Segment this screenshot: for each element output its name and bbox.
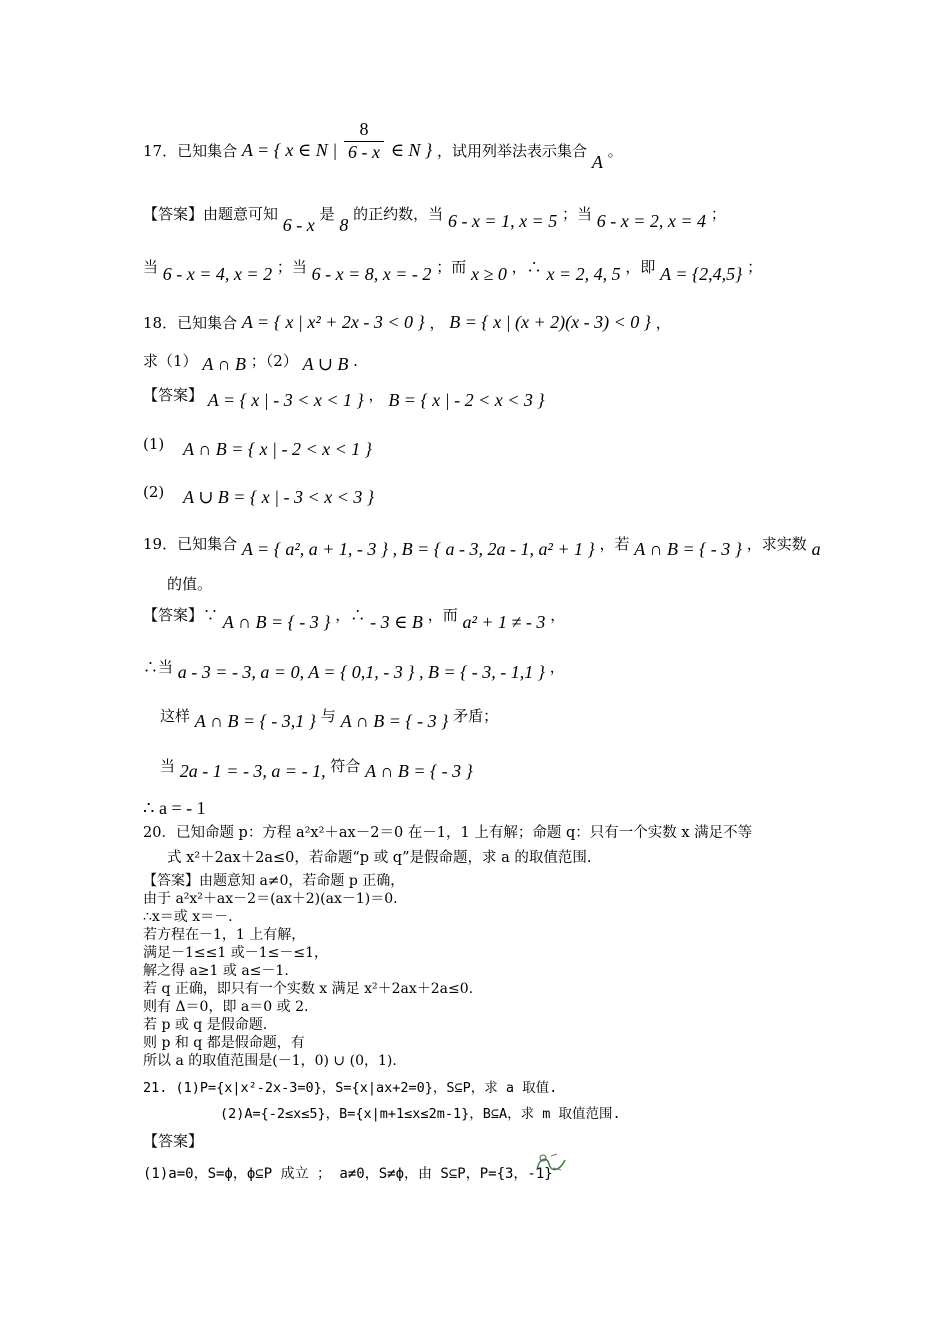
p17-answer-line1: 【答案】由题意可知 6 - x 是 8 的正约数，当 6 - x = 1, x = 5 ；当 6 - x = 2, x = 4 ； [143,205,726,235]
p18-answer: 【答案】 A = { x | - 3 < x < 1 } ， B = { x | - 2 < x < 3 } [143,386,545,410]
p17-answer-line2: 当 6 - x = 4, x = 2 ；当 6 - x = 8, x = - 2 ；而 x ≥ 0 ，∴ x = 2, 4, 5 ，即 A = {2,4,5} ； [143,258,763,284]
p19-answer-5: ∴ a = - 1 [143,798,206,818]
p19-answer-3: 这样 A ∩ B = { - 3,1 } 与 A ∩ B = { - 3 } 矛盾； [160,707,499,731]
p19-question: 19．已知集合 A = { a², a + 1, - 3 } , B = { a - 3, 2a - 1, a² + 1 } ，若 A ∩ B = { - 3 } ，求实数 a [143,535,821,559]
p19-question-2: 的值。 [167,575,213,593]
p19-answer-4: 当 2a - 1 = - 3, a = - 1, 符合 A ∩ B = { - 3 } [160,757,473,781]
p19-answer-2: ∴当 a - 3 = - 3, a = 0, A = { 0,1, - 3 } , B = { - 3, - 1,1 } ， [143,658,565,682]
p17-fraction: $\frac{8}{6 - x}$ [344,119,384,163]
p20-answer-1: 【答案】由题意知 a≠0，若命题 p 正确， [143,873,405,889]
p20-answer-7: 若 q 正确，即只有一个实数 x 满足 x²＋2ax＋2a≤0. [143,981,474,997]
p18-answer-1: (1) A ∩ B = { x | - 2 < x < 1 } [143,435,372,459]
p17-set-right: ∈ N } [390,140,433,160]
p20-answer-6: 解之得 a≥1 或 a≤－1. [143,963,289,979]
p18-question: 18．已知集合 A = { x | x² + 2x - 3 < 0 } ， B = { x | (x + 2)(x - 3) < 0 } ， [143,312,671,332]
p21-answer-label: 【答案】 [143,1132,204,1150]
p18-answer-2: (2) A ∪ B = { x | - 3 < x < 3 } [143,483,375,507]
p18-ask: 求（1） A ∩ B ；（2） A ∪ B . [143,352,358,374]
p17-question: 17．已知集合 A = { x ∈ N | $\frac{8}{6 - x}$ ∈ N } ，试用列举法表示集合 A 。 [143,118,623,172]
p20-answer-8: 则有 Δ＝0，即 a＝0 或 2. [143,999,309,1015]
p20-answer-11: 所以 a 的取值范围是(－1，0) ∪ (0，1). [143,1053,397,1069]
p21-question-2: (2)A={-2≤x≤5}，B={x|m+1≤x≤2m-1}，B⊆A，求 m 取值范围. [220,1106,621,1122]
p20-answer-3: ∴x＝或 x＝－. [143,909,233,925]
p21-question-1: 21. (1)P={x|x²-2x-3=0}，S={x|ax+2=0}，S⊆P，求 a 取值. [143,1080,558,1096]
p20-question-2: 式 x²＋2ax＋2a≤0，若命题“p 或 q”是假命题，求 a 的取值范围. [167,850,592,866]
p19-answer-1: 【答案】∵ A ∩ B = { - 3 } ，∴ - 3 ∈ B ，而 a² + 1 ≠ - 3 ， [143,606,566,632]
p17-set-left: A = { x ∈ N | [241,140,338,160]
p20-question-1: 20．已知命题 p：方程 a²x²＋ax－2＝0 在－1，1 上有解；命题 q：只有一个实数 x 满足不等 [143,825,753,841]
handwritten-mark-icon [531,1152,571,1178]
p21-answer-1: (1)a=0，S=ϕ，ϕ⊆P 成立 ； a≠0，S≠ϕ，由 S⊆P，P={3，-1} [143,1166,553,1182]
p20-answer-4: 若方程在－1，1 上有解， [143,927,306,943]
p20-answer-2: 由于 a²x²＋ax－2＝(ax＋2)(ax－1)＝0. [143,891,398,907]
p20-answer-9: 若 p 或 q 是假命题. [143,1017,268,1033]
p20-answer-10: 则 p 和 q 都是假命题，有 [143,1035,305,1051]
p20-answer-5: 满足－1≤≤1 或－1≤－≤1， [143,945,329,961]
